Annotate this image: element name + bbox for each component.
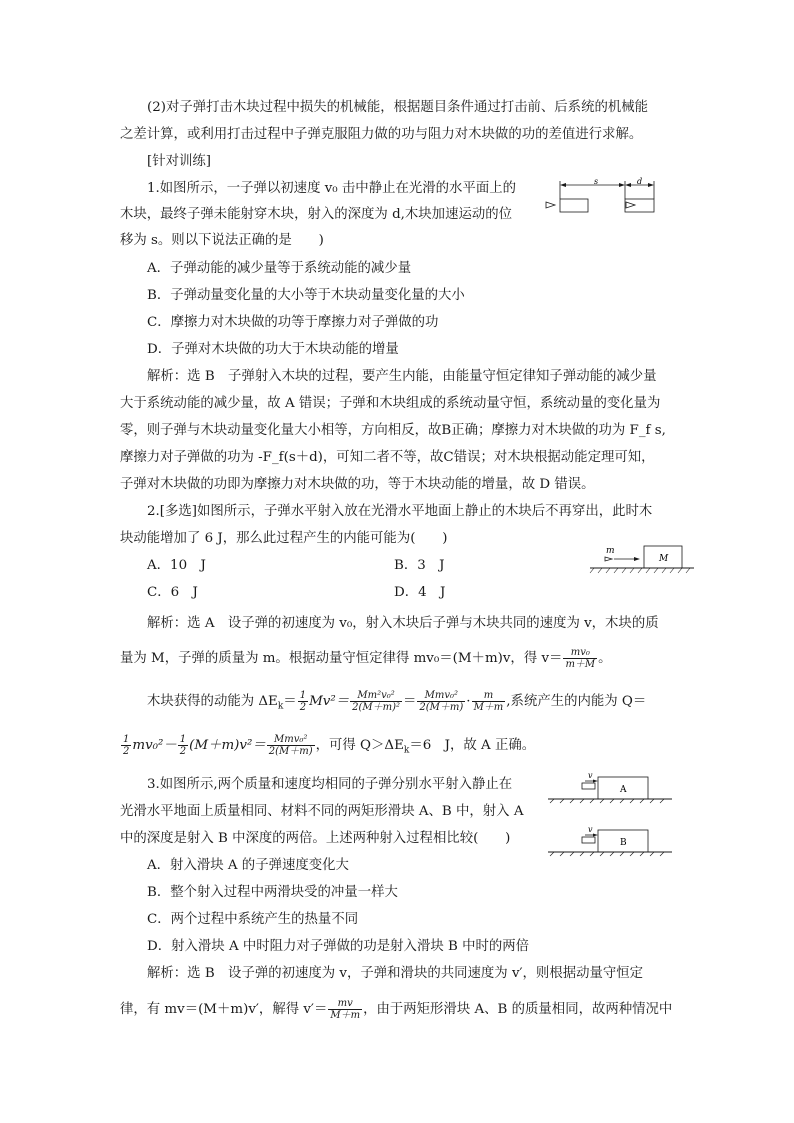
q2-analysis-line-1: 解析：选 A 设子弹的初速度为 v₀，射入木块后子弹与木块共同的速度为 v，木块的质 bbox=[147, 616, 659, 631]
text-segment: (M＋m)v²＝ bbox=[189, 738, 266, 753]
subscript: k bbox=[277, 701, 284, 712]
q2-analysis-line-2-text: 量为 M，子弹的质量为 m。根据动量守恒定律得 mv₀＝(M＋m)v，得 v＝ bbox=[120, 651, 563, 666]
kinetic-energy-fraction bbox=[350, 690, 402, 713]
fraction-denominator: 2(M＋m) bbox=[419, 702, 464, 713]
text-segment: 木块获得的动能为 ΔE bbox=[147, 694, 278, 709]
q1-analysis-line-3: 零，则子弹与木块动量变化量大小相等，方向相反，故B正确；摩擦力对木块做的功为 F_f s, bbox=[120, 423, 666, 438]
q1-stem-line-3: 移为 s。则以下说法正确的是 ) bbox=[120, 233, 324, 248]
q1-fig-s-label: s bbox=[594, 177, 599, 186]
q2-analysis-line-3 bbox=[147, 690, 646, 717]
fraction-numerator: mv bbox=[328, 998, 362, 1010]
q1-option-b: B．子弹动量变化量的大小等于木块动量变化量的大小 bbox=[147, 288, 465, 303]
text-segment: ＝ bbox=[403, 694, 417, 709]
q2-option-d: D．4 J bbox=[394, 585, 446, 600]
fraction-numerator: m bbox=[472, 690, 506, 702]
q3-fig-block-b-label: B bbox=[620, 838, 627, 848]
q3-option-b: B．整个射入过程中两滑块受的冲量一样大 bbox=[147, 885, 398, 900]
fraction-numerator: Mmv₀² bbox=[267, 734, 315, 746]
q2-fig-m-label: m bbox=[606, 546, 615, 556]
q1-option-a: A．子弹动能的减少量等于系统动能的减少量 bbox=[147, 261, 412, 276]
q3-figure bbox=[546, 768, 676, 860]
text-segment: ＝6 J，故 A 正确。 bbox=[409, 738, 536, 753]
fraction-denominator: M＋m bbox=[330, 1010, 361, 1021]
q3-stem-line-2: 光滑水平地面上质量相同、材料不同的两矩形滑块 A、B 中，射入 A bbox=[120, 804, 524, 819]
q3-fig-v-label-a: v bbox=[588, 771, 593, 780]
text-segment: ，可得 Q＞ΔE bbox=[315, 738, 404, 753]
text-segment: Mv²＝ bbox=[309, 694, 350, 709]
q1-analysis-line-2: 大于系统动能的减少量，故 A 错误；子弹和木块组成的系统动量守恒，系统动量的变化量为 bbox=[120, 396, 661, 411]
fraction-numerator: Mmv₀² bbox=[417, 690, 465, 702]
q2-stem-line-1: 2.[多选]如图所示，子弹水平射入放在光滑水平地面上静止的木块后不再穿出，此时木 bbox=[147, 504, 653, 519]
text-segment: mv₀²－ bbox=[132, 738, 177, 753]
q1-analysis-line-4: 摩擦力对子弹做的功为 -F_f(s＋d)，可知二者不等，故C错误；对木块根据动能定理可知， bbox=[120, 450, 655, 465]
q3-fig-v-label-b: v bbox=[588, 825, 593, 834]
q3-stem-line-1: 3.如图所示,两个质量和速度均相同的子弹分别水平射入静止在 bbox=[147, 777, 513, 792]
q3-option-d: D．射入滑块 A 中时阻力对子弹做的功是射入滑块 B 中时的两倍 bbox=[147, 939, 530, 954]
q1-stem-line-2: 木块，最终子弹未能射穿木块，射入的深度为 d,木块加速运动的位 bbox=[120, 207, 513, 222]
fraction-numerator: mv₀ bbox=[563, 647, 597, 659]
q1-stem-line-1: 1.如图所示，一子弹以初速度 v₀ 击中静止在光滑的水平面上的 bbox=[147, 181, 516, 196]
fraction-denominator: 2 bbox=[179, 746, 187, 757]
common-velocity-fraction bbox=[328, 998, 362, 1021]
energy-fraction bbox=[267, 734, 315, 757]
energy-fraction bbox=[417, 690, 465, 713]
q3-stem-line-3: 中的深度是射入 B 中深度的两倍。上述两种射入过程相比较( ) bbox=[120, 831, 511, 846]
intro-line-1: (2)对子弹打击木块过程中损失的机械能，根据题目条件通过打击前、后系统的机械能 bbox=[147, 100, 649, 115]
fraction-denominator: 2(M＋m)² bbox=[352, 702, 401, 713]
q1-analysis-line-5: 子弹对木块做的功即为摩擦力对木块做的功，等于木块动能的增量，故 D 错误。 bbox=[120, 477, 595, 492]
fraction-numerator: Mm²v₀² bbox=[350, 690, 402, 702]
text-segment: ，由于两矩形滑块 A、B 的质量相同，故两种情况中 bbox=[363, 1002, 673, 1017]
mass-ratio-fraction bbox=[472, 690, 506, 713]
text-segment: ,系统产生的内能为 Q＝ bbox=[506, 694, 647, 709]
q2-analysis-line-2 bbox=[120, 647, 612, 670]
q3-fig-block-a-label: A bbox=[620, 785, 627, 795]
q2-stem-line-2: 块动能增加了 6 J，那么此过程产生的内能可能为( ) bbox=[120, 531, 448, 546]
q2-velocity-fraction bbox=[563, 647, 597, 670]
text-segment: ＝ bbox=[283, 694, 297, 709]
q2-analysis-line-2-tail: 。 bbox=[598, 651, 612, 666]
q1-fig-d-label: d bbox=[637, 177, 643, 186]
q1-figure bbox=[540, 175, 680, 217]
q3-option-a: A．射入滑块 A 的子弹速度变化大 bbox=[147, 858, 349, 873]
fraction-denominator: 2(M＋m) bbox=[268, 746, 313, 757]
text-segment: 律，有 mv＝(M＋m)v′，解得 v′＝ bbox=[120, 1002, 328, 1017]
q3-analysis-line-2 bbox=[120, 998, 672, 1021]
q2-figure bbox=[588, 540, 698, 578]
half-fraction bbox=[121, 734, 131, 757]
q1-option-d: D．子弹对木块做的功大于木块动能的增量 bbox=[147, 342, 399, 357]
q3-option-c: C．两个过程中系统产生的热量不同 bbox=[147, 912, 359, 927]
q2-option-a: A．10 J bbox=[147, 558, 206, 573]
half-fraction bbox=[298, 690, 308, 713]
q2-option-b: B．3 J bbox=[394, 558, 445, 573]
q1-option-c: C．摩擦力对木块做的功等于摩擦力对子弹做的功 bbox=[147, 315, 439, 330]
q1-analysis-line-1: 解析：选 B 子弹射入木块的过程，要产生内能，由能量守恒定律知子弹动能的减少量 bbox=[147, 369, 657, 384]
fraction-denominator: M＋m bbox=[473, 702, 504, 713]
q2-analysis-line-4 bbox=[120, 734, 535, 761]
q2-option-c: C．6 J bbox=[147, 585, 198, 600]
q2-fig-M-label: M bbox=[659, 554, 669, 564]
text-segment: · bbox=[466, 694, 471, 709]
fraction-numerator: 1 bbox=[179, 734, 187, 745]
fraction-denominator: m＋M bbox=[565, 659, 596, 670]
intro-line-2: 之差计算，或利用打击过程中子弹克服阻力做的功与阻力对木块做的功的差值进行求解。 bbox=[120, 127, 643, 142]
fraction-numerator: 1 bbox=[123, 734, 130, 745]
subscript: k bbox=[403, 745, 410, 756]
fraction-denominator: 2 bbox=[299, 702, 307, 713]
fraction-denominator: 2 bbox=[123, 746, 130, 757]
half-fraction bbox=[178, 734, 188, 757]
q3-analysis-line-1: 解析：选 B 设子弹的初速度为 v，子弹和滑块的共同速度为 v′，则根据动量守恒定 bbox=[147, 966, 644, 981]
section-title: [针对训练] bbox=[147, 154, 212, 169]
fraction-numerator: 1 bbox=[299, 690, 307, 701]
